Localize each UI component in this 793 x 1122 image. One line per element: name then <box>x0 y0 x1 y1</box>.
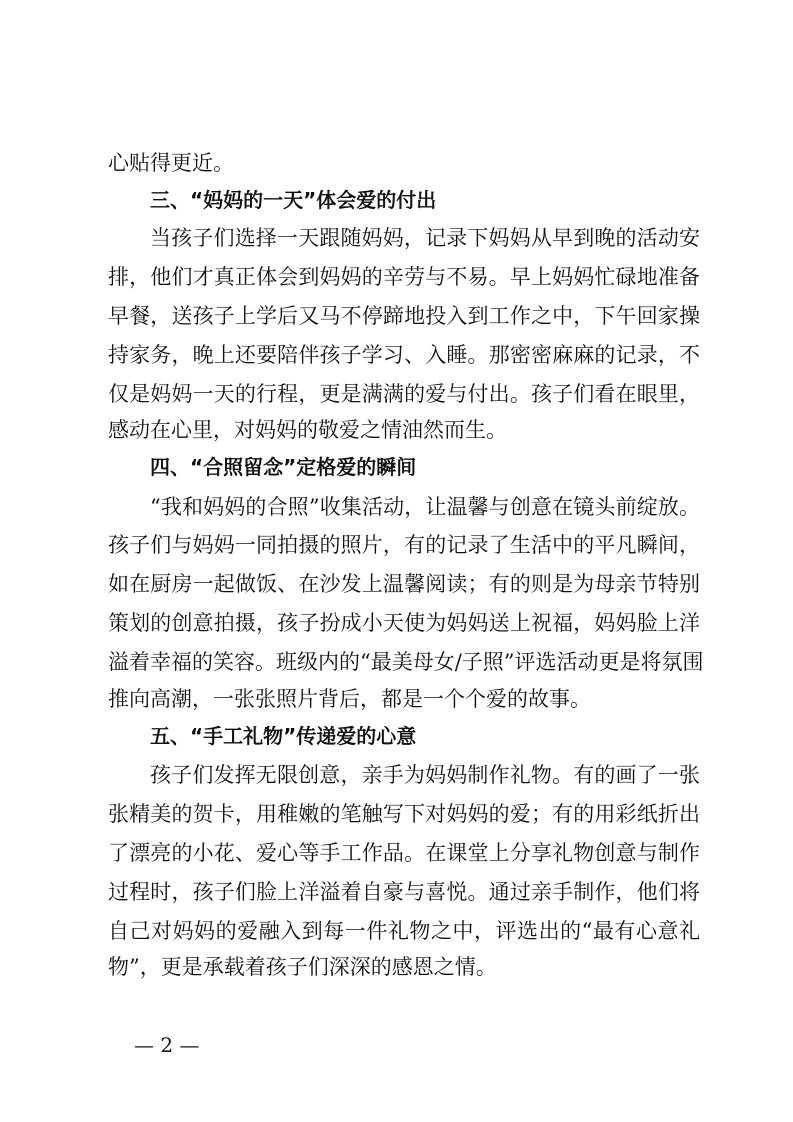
section-heading-group-photo: 四、“合照留念”定格爱的瞬间 <box>150 455 417 479</box>
paragraph-line: 了漂亮的小花、爱心等手工作品。在课堂上分享礼物创意与制作 <box>108 841 700 865</box>
paragraph-line: 排，他们才真正体会到妈妈的辛劳与不易。早上妈妈忙碌地准备 <box>108 265 700 289</box>
paragraph-line: 如在厨房一起做饭、在沙发上温馨阅读；有的则是为母亲节特别 <box>108 572 700 596</box>
section-heading-handmade-gift: 五、“手工礼物”传递爱的心意 <box>150 724 417 748</box>
paragraph-line: “我和妈妈的合照”收集活动，让温馨与创意在镜头前绽放。 <box>150 495 700 519</box>
paragraph-line: 过程时，孩子们脸上洋溢着自豪与喜悦。通过亲手制作，他们将 <box>108 880 700 904</box>
paragraph-line: 张精美的贺卡，用稚嫩的笔触写下对妈妈的爱；有的用彩纸折出 <box>108 802 700 826</box>
paragraph-line: 推向高潮，一张张照片背后，都是一个个爱的故事。 <box>108 687 591 711</box>
paragraph-line: 心贴得更近。 <box>108 151 234 175</box>
section-heading-mothers-day: 三、“妈妈的一天”体会爱的付出 <box>150 188 437 212</box>
paragraph-line: 孩子们与妈妈一同拍摄的照片，有的记录了生活中的平凡瞬间， <box>108 533 700 557</box>
paragraph-line: 当孩子们选择一天跟随妈妈，记录下妈妈从早到晚的活动安 <box>150 226 700 250</box>
paragraph-line: 感动在心里，对妈妈的敬爱之情油然而生。 <box>108 418 507 442</box>
page-number: — 2 — <box>134 1033 200 1057</box>
paragraph-line: 溢着幸福的笑容。班级内的“最美母女/子照”评选活动更是将氛围 <box>108 650 704 674</box>
paragraph-line: 仅是妈妈一天的行程，更是满满的爱与付出。孩子们看在眼里， <box>108 382 700 406</box>
paragraph-line: 持家务，晚上还要陪伴孩子学习、入睡。那密密麻麻的记录，不 <box>108 343 700 367</box>
paragraph-line: 策划的创意拍摄，孩子扮成小天使为妈妈送上祝福，妈妈脸上洋 <box>108 611 700 635</box>
paragraph-line: 早餐，送孩子上学后又马不停蹄地投入到工作之中，下午回家操 <box>108 304 700 328</box>
paragraph-line: 孩子们发挥无限创意，亲手为妈妈制作礼物。有的画了一张 <box>150 763 700 787</box>
paragraph-line: 自己对妈妈的爱融入到每一件礼物之中，评选出的“最有心意礼 <box>108 919 700 943</box>
paragraph-line: 物”，更是承载着孩子们深深的感恩之情。 <box>108 955 497 979</box>
